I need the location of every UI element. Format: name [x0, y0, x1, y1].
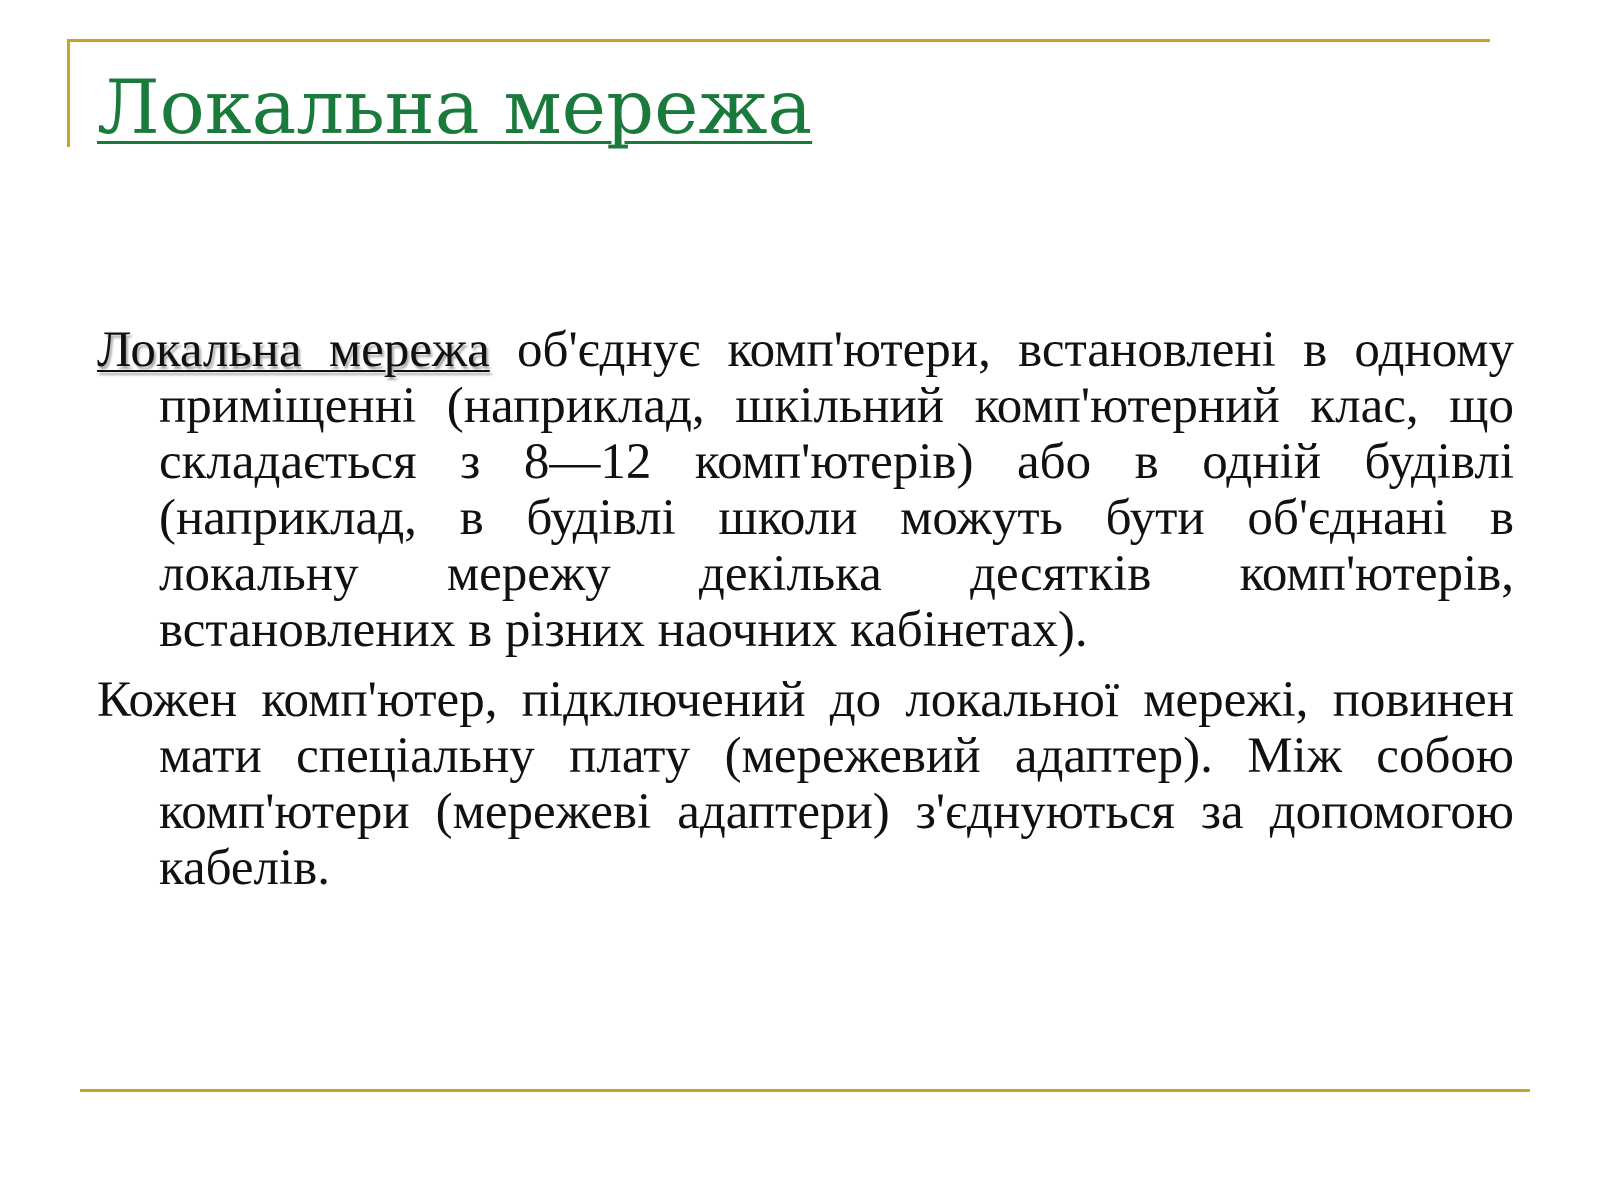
paragraph-definition — [97, 322, 1514, 658]
slide-title: Локальна мережа — [97, 63, 813, 151]
definition-term: Локальна мережа — [97, 322, 490, 378]
definition-text: об'єднує комп'ютери, встановлені в одному приміщенні (наприклад, шкільний комп'ютерний клас, що складається з 8—12 комп'ютерів) або в одній будівлі (наприклад, в будівлі школи можуть бути об'єднані в локальну мережу декілька десятків комп'ютерів, встановлених в різних наочних кабінетах). — [159, 322, 1514, 658]
slide-body — [97, 322, 1514, 896]
adapter-text: Кожен комп'ютер, підключений до локальної мережі, повинен мати спеціальну плату (мережевий адаптер). Між собою комп'ютери (мережеві адаптери) з'єднуються за допомогою кабелів. — [97, 672, 1514, 896]
left-rule — [67, 39, 70, 147]
paragraph-adapter — [97, 672, 1514, 896]
top-rule — [67, 39, 1490, 42]
bottom-rule — [80, 1089, 1530, 1092]
